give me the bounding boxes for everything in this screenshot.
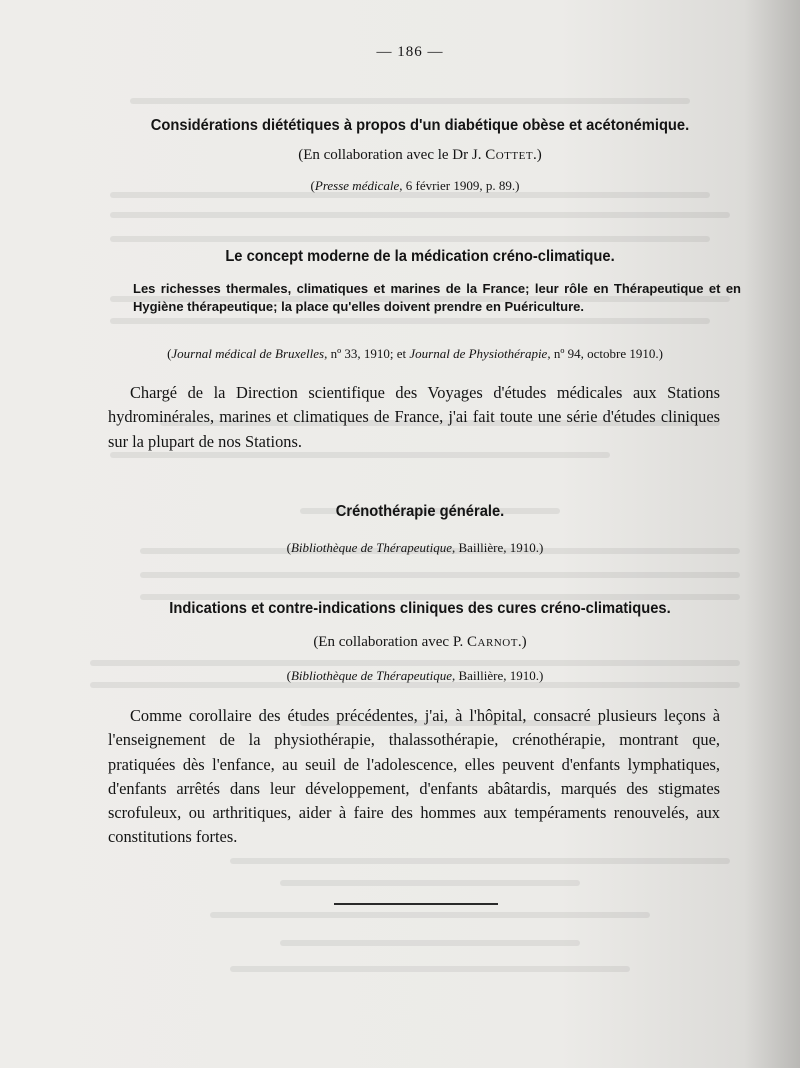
collab-prefix: (En collaboration avec P.	[313, 634, 468, 650]
collaborator-name: Carnot	[467, 634, 518, 650]
section-heading-dietetics: Considérations diététiques à propos d'un diabétique obèse et acétonémique.	[150, 117, 690, 134]
collab-suffix: .)	[533, 147, 542, 163]
collab-suffix: .)	[517, 634, 527, 650]
publication-reference: (Bibliothèque de Thérapeutique, Baillière, 1910.)	[286, 540, 544, 555]
collaborator-name: Cottet	[485, 147, 534, 163]
body-paragraph: Comme corollaire des études précédentes, j'ai, à l'hôpital, consacré plusieurs leçons à l'enseignement de la physiothérapie, thalassothérapie, crénothérapie, montrant que, pratiquées dès l'enfance, au seuil de l'adolescence, elles peuvent d'enfants lymphatiques, d'enfants arrêtés dans leur développement, d'enfants abâtardis, marqués des stigmates scrofuleux, ou arthritiques, aider à faire des hommes aux tempéraments renouvelés, aux constitutions fortes.	[108, 706, 720, 847]
reference-details: , Baillière, 1910.)	[452, 540, 544, 555]
reference-details: , 6 février 1909, p. 89.)	[399, 178, 520, 193]
reference-details: , nº 94, octobre 1910.)	[547, 346, 663, 361]
publication-reference: (Presse médicale, 6 février 1909, p. 89.)	[310, 178, 520, 193]
body-paragraph: Chargé de la Direction scientifique des Voyages d'études médicales aux Stations hydrominérales, marines et climatiques de France, j'ai fait toute une série d'études cliniques sur la plupart de nos Stations.	[108, 383, 720, 451]
section-heading-crenotherapy: Crénothérapie générale.	[335, 503, 505, 520]
publication-reference: (Bibliothèque de Thérapeutique, Baillière, 1910.)	[286, 668, 544, 683]
journal-title: Bibliothèque de Thérapeutique	[290, 668, 453, 683]
collaboration-note	[100, 147, 740, 164]
journal-title: Journal de Physiothérapie	[409, 346, 548, 361]
page-number: — 186 —	[376, 44, 444, 60]
journal-title: Journal médical de Bruxelles	[171, 346, 325, 361]
collaboration-note	[100, 634, 740, 651]
section-divider	[334, 903, 498, 905]
section-heading-concept: Le concept moderne de la médication créno-climatique.	[225, 248, 615, 265]
journal-title: Presse médicale	[314, 178, 400, 193]
section-heading-indications: Indications et contre-indications cliniques des cures créno-climatiques.	[169, 600, 671, 617]
section-summary: Les richesses thermales, climatiques et marines de la France; leur rôle en Thérapeutique et en Hygiène thérapeutique; la place qu'elles doivent prendre en Puériculture.	[133, 281, 741, 314]
reference-details: , nº 33, 1910; et	[324, 346, 410, 361]
reference-details: , Baillière, 1910.)	[452, 668, 544, 683]
journal-title: Bibliothèque de Thérapeutique	[290, 540, 453, 555]
publication-reference: (Journal médical de Bruxelles, nº 33, 1910; et Journal de Physiothérapie, nº 94, octobre 1910.)	[167, 346, 663, 361]
collab-prefix: (En collaboration avec le Dr J.	[298, 147, 486, 163]
